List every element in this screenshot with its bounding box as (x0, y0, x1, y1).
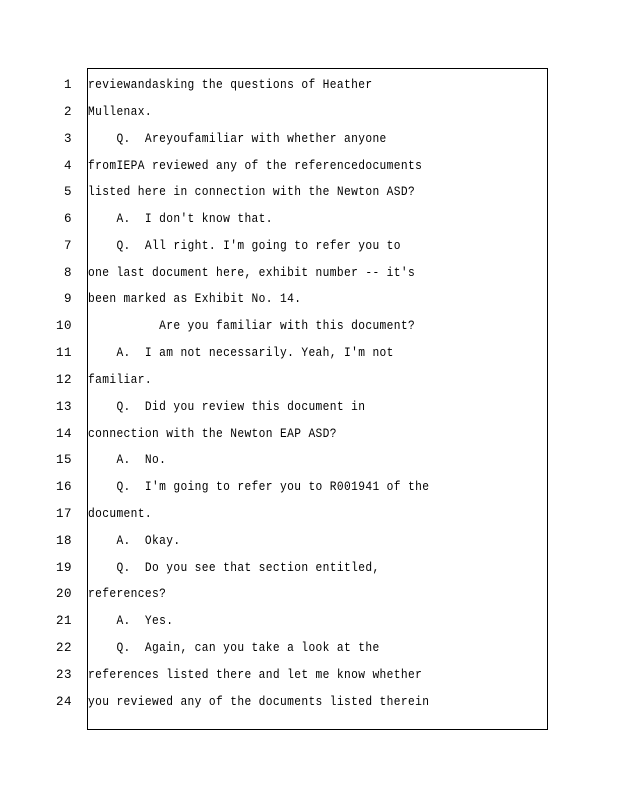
line-number: 23 (55, 668, 72, 682)
transcript-line (0, 153, 618, 179)
transcript-line (0, 662, 618, 688)
transcript-line (0, 635, 618, 661)
transcript-line (0, 286, 618, 312)
line-text: references? (88, 587, 167, 601)
line-number: 8 (63, 266, 72, 280)
transcript-line (0, 179, 618, 205)
line-number: 21 (55, 614, 72, 628)
line-number: 3 (63, 132, 72, 146)
transcript-line (0, 421, 618, 447)
line-number: 11 (55, 346, 72, 360)
transcript-line (0, 501, 618, 527)
transcript-line (0, 99, 618, 125)
line-number: 19 (55, 561, 72, 575)
transcript-line (0, 340, 618, 366)
line-text: A. I don't know that. (88, 212, 273, 226)
line-text: fromIEPA reviewed any of the referencedocuments (88, 159, 423, 173)
transcript-line (0, 313, 618, 339)
line-number: 2 (63, 105, 72, 119)
line-number: 6 (63, 212, 72, 226)
line-text: document. (88, 507, 153, 521)
line-text: Q. Again, can you take a look at the (88, 641, 380, 655)
transcript-line (0, 474, 618, 500)
transcript-line (0, 608, 618, 634)
line-text: references listed there and let me know whether (88, 668, 423, 682)
line-text: A. No. (88, 453, 167, 467)
line-text: connection with the Newton EAP ASD? (88, 427, 337, 441)
line-number: 24 (55, 695, 72, 709)
line-text: A. Okay. (88, 534, 181, 548)
line-number: 13 (55, 400, 72, 414)
transcript-line (0, 260, 618, 286)
line-text: A. I am not necessarily. Yeah, I'm not (88, 346, 394, 360)
line-number: 7 (63, 239, 72, 253)
line-text: Q. All right. I'm going to refer you to (88, 239, 401, 253)
line-number: 10 (55, 319, 72, 333)
transcript-line (0, 206, 618, 232)
line-number: 20 (55, 587, 72, 601)
line-text: Q. Did you review this document in (88, 400, 366, 414)
line-number: 16 (55, 480, 72, 494)
transcript-line (0, 233, 618, 259)
line-text: Mullenax. (88, 105, 153, 119)
line-number: 14 (55, 427, 72, 441)
line-text: Are you familiar with this document? (88, 319, 416, 333)
transcript-line (0, 72, 618, 98)
line-text: one last document here, exhibit number -- it's (88, 266, 416, 280)
line-number: 4 (63, 159, 72, 173)
transcript-line (0, 394, 618, 420)
line-text: you reviewed any of the documents listed therein (88, 695, 430, 709)
line-number: 18 (55, 534, 72, 548)
line-text: A. Yes. (88, 614, 174, 628)
transcript-line (0, 447, 618, 473)
line-number: 15 (55, 453, 72, 467)
line-text: been marked as Exhibit No. 14. (88, 292, 302, 306)
line-number: 17 (55, 507, 72, 521)
transcript-line (0, 367, 618, 393)
line-text: Q. I'm going to refer you to R001941 of the (88, 480, 430, 494)
line-text: familiar. (88, 373, 153, 387)
line-number: 22 (55, 641, 72, 655)
line-text: listed here in connection with the Newton ASD? (88, 185, 416, 199)
transcript-line (0, 689, 618, 715)
transcript-line (0, 126, 618, 152)
line-text: reviewandasking the questions of Heather (88, 78, 373, 92)
line-number: 12 (55, 373, 72, 387)
transcript-line (0, 581, 618, 607)
transcript-line (0, 528, 618, 554)
line-number: 9 (63, 292, 72, 306)
line-number: 1 (63, 78, 72, 92)
line-text: Q. Areyoufamiliar with whether anyone (88, 132, 387, 146)
line-number: 5 (63, 185, 72, 199)
line-text: Q. Do you see that section entitled, (88, 561, 380, 575)
transcript-line (0, 555, 618, 581)
